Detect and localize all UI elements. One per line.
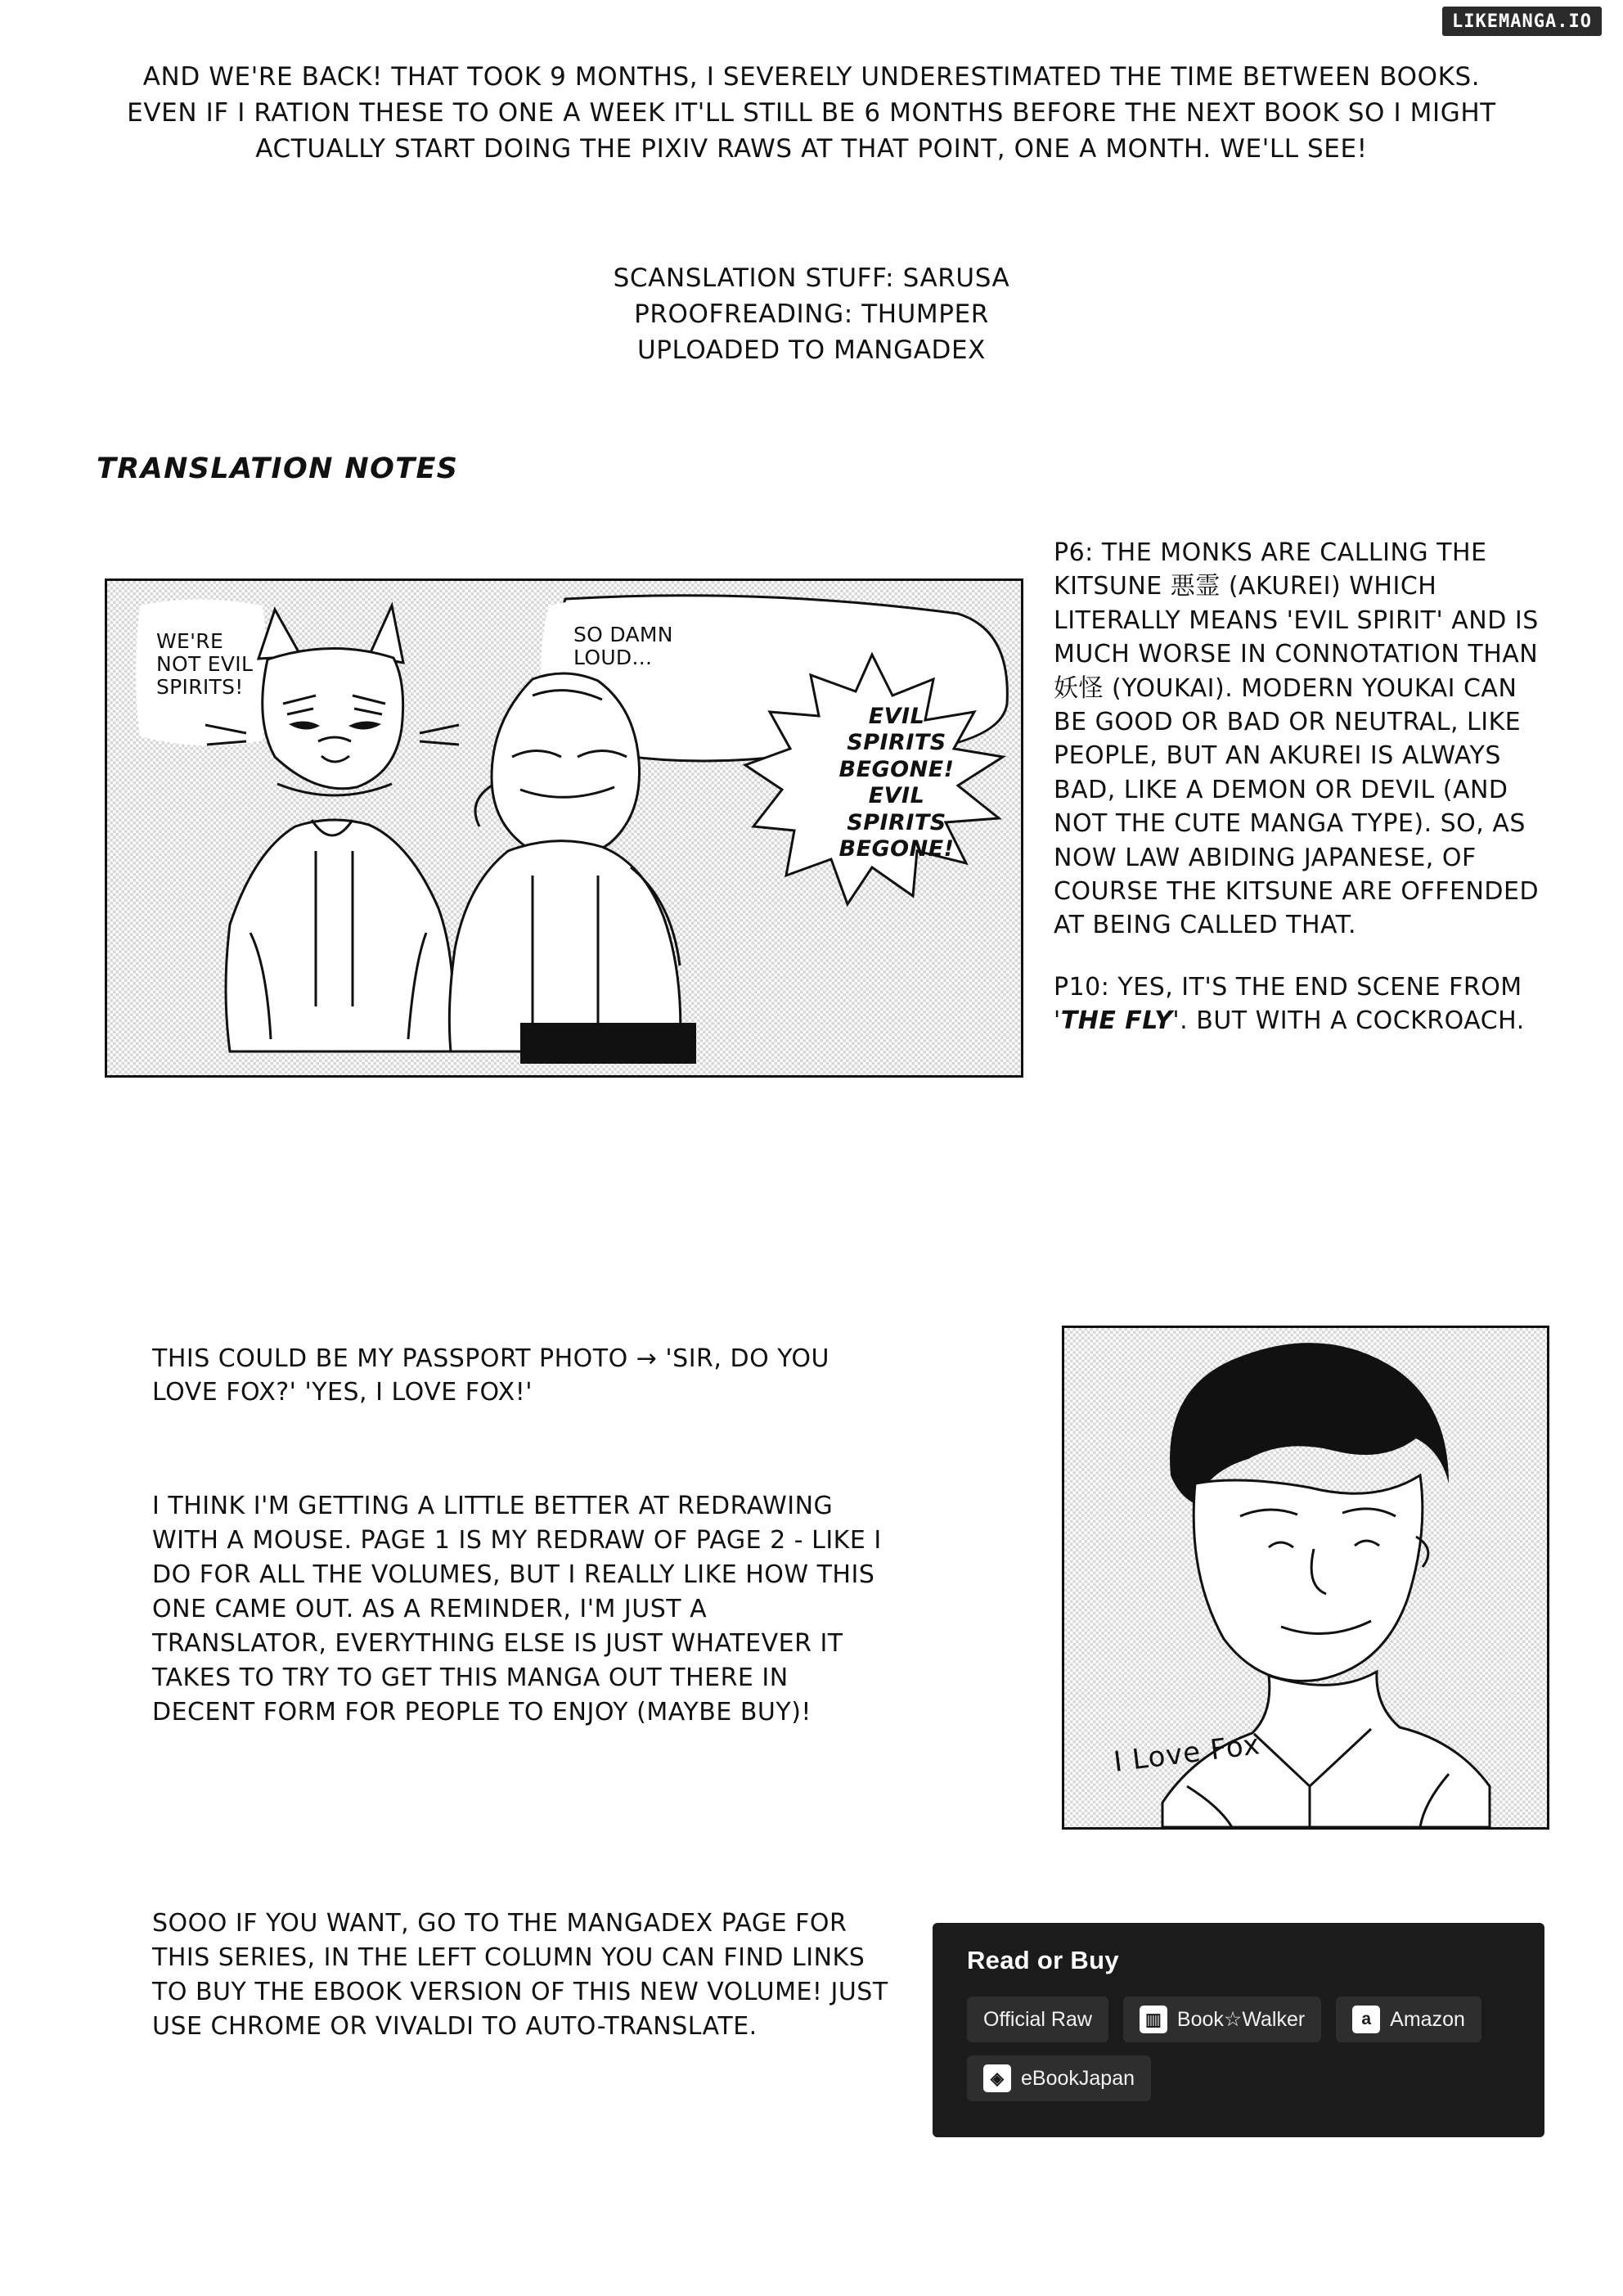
official-raw-label: Official Raw xyxy=(983,2007,1092,2031)
author-photo-panel xyxy=(1062,1326,1549,1830)
amazon-icon: a xyxy=(1352,2006,1380,2033)
shout-balloon-text: EVIL SPIRITS BEGONE! EVIL SPIRITS BEGONE! xyxy=(838,704,955,862)
ebookjapan-icon: ◈ xyxy=(983,2064,1011,2092)
manga-panel xyxy=(105,579,1023,1078)
speech-bubble-right: SO DAMN LOUD... xyxy=(573,623,673,669)
amazon-button[interactable] xyxy=(1336,1997,1481,2042)
passport-photo-note: THIS COULD BE MY PASSPORT PHOTO → 'SIR, DO YOU LOVE FOX?' 'YES, I LOVE FOX!' xyxy=(152,1344,829,1407)
credit-scanslation: SCANSLATION STUFF: SARUSA xyxy=(613,263,1010,293)
bookwalker-label: Book☆Walker xyxy=(1176,2008,1306,2031)
credit-upload: UPLOADED TO MANGADEX xyxy=(636,335,987,366)
read-or-buy-panel xyxy=(933,1923,1544,2137)
mangadex-note: SOOO IF YOU WANT, GO TO THE MANGADEX PAGE FOR THIS SERIES, IN THE LEFT COLUMN YOU CAN FIND LINKS TO BUY THE EBOOK VERSION OF THIS NEW VOLUME! JUST USE CHROME OR VIVALDI TO AUTO-TRANSLATE. xyxy=(152,1909,888,2041)
redraw-note: I THINK I'M GETTING A LITTLE BETTER AT REDRAWING WITH A MOUSE. PAGE 1 IS MY REDRAW OF PAGE 2 - LIKE I DO FOR ALL THE VOLUMES, BUT I REALLY LIKE HOW THIS ONE CAME OUT. AS A REMINDER, I'M JUST A TRANSLATOR, EVERYTHING ELSE IS JUST WHATEVER IT TAKES TO TRY TO GET THIS MANGA OUT THERE IN DECENT FORM FOR PEOPLE TO ENJOY (MAYBE BUY)! xyxy=(152,1492,882,1727)
note-p10 xyxy=(1054,970,1544,1038)
bookwalker-icon: ▥ xyxy=(1140,2006,1167,2033)
amazon-label: Amazon xyxy=(1390,2007,1465,2031)
note-p10-pre: P10: YES, IT'S THE END SCENE FROM ' xyxy=(1054,972,1522,1036)
note-p6: P6: THE MONKS ARE CALLING THE KITSUNE 悪霊 (AKUREI) WHICH LITERALLY MEANS 'EVIL SPIRIT' AND IS MUCH WORSE IN CONNOTATION THAN 妖怪 (YOUKAI). MODERN YOUKAI CAN BE GOOD OR BAD OR NEUTRAL, LIKE PEOPLE, BUT AN AKUREI IS ALWAYS BAD, LIKE A DEMON OR DEVIL (AND NOT THE CUTE MANGA TYPE). SO, AS NOW LAW ABIDING JAPANESE, OF COURSE THE KITSUNE ARE OFFENDED AT BEING CALLED THAT. xyxy=(1054,538,1540,940)
site-watermark: LIKEMANGA.IO xyxy=(1442,7,1602,36)
note-p10-title: THE FLY xyxy=(1060,1006,1173,1036)
read-or-buy-title: Read or Buy xyxy=(967,1946,1119,1974)
credit-proofreading: PROOFREADING: THUMPER xyxy=(634,299,989,330)
credits-block xyxy=(105,260,1518,368)
read-or-buy-row-2 xyxy=(933,2055,1544,2101)
intro-note: AND WE'RE BACK! THAT TOOK 9 MONTHS, I SEVERELY UNDERESTIMATED THE TIME BETWEEN BOOKS. EVEN IF I RATION THESE TO ONE A WEEK IT'LL STILL BE 6 MONTHS BEFORE THE NEXT BOOK SO I MIGHT ACTUALLY START DOING THE PIXIV RAWS AT THAT POINT, ONE A MONTH. WE'LL SEE! xyxy=(127,62,1496,164)
note-p10-post: '. BUT WITH A COCKROACH. xyxy=(1172,1006,1525,1036)
page-title: TRANSLATION NOTES xyxy=(97,452,459,485)
translation-notes-column xyxy=(1054,536,1544,1065)
speech-bubble-left: WE'RE NOT EVIL SPIRITS! xyxy=(156,629,254,699)
ebookjapan-button[interactable] xyxy=(967,2055,1151,2101)
bookwalker-button[interactable] xyxy=(1123,1997,1321,2042)
official-raw-button[interactable] xyxy=(967,1997,1108,2042)
shirt-text: I Love Fox xyxy=(1112,1728,1262,1779)
read-or-buy-row-1 xyxy=(933,1997,1544,2042)
ebookjapan-label: eBookJapan xyxy=(1021,2066,1135,2090)
